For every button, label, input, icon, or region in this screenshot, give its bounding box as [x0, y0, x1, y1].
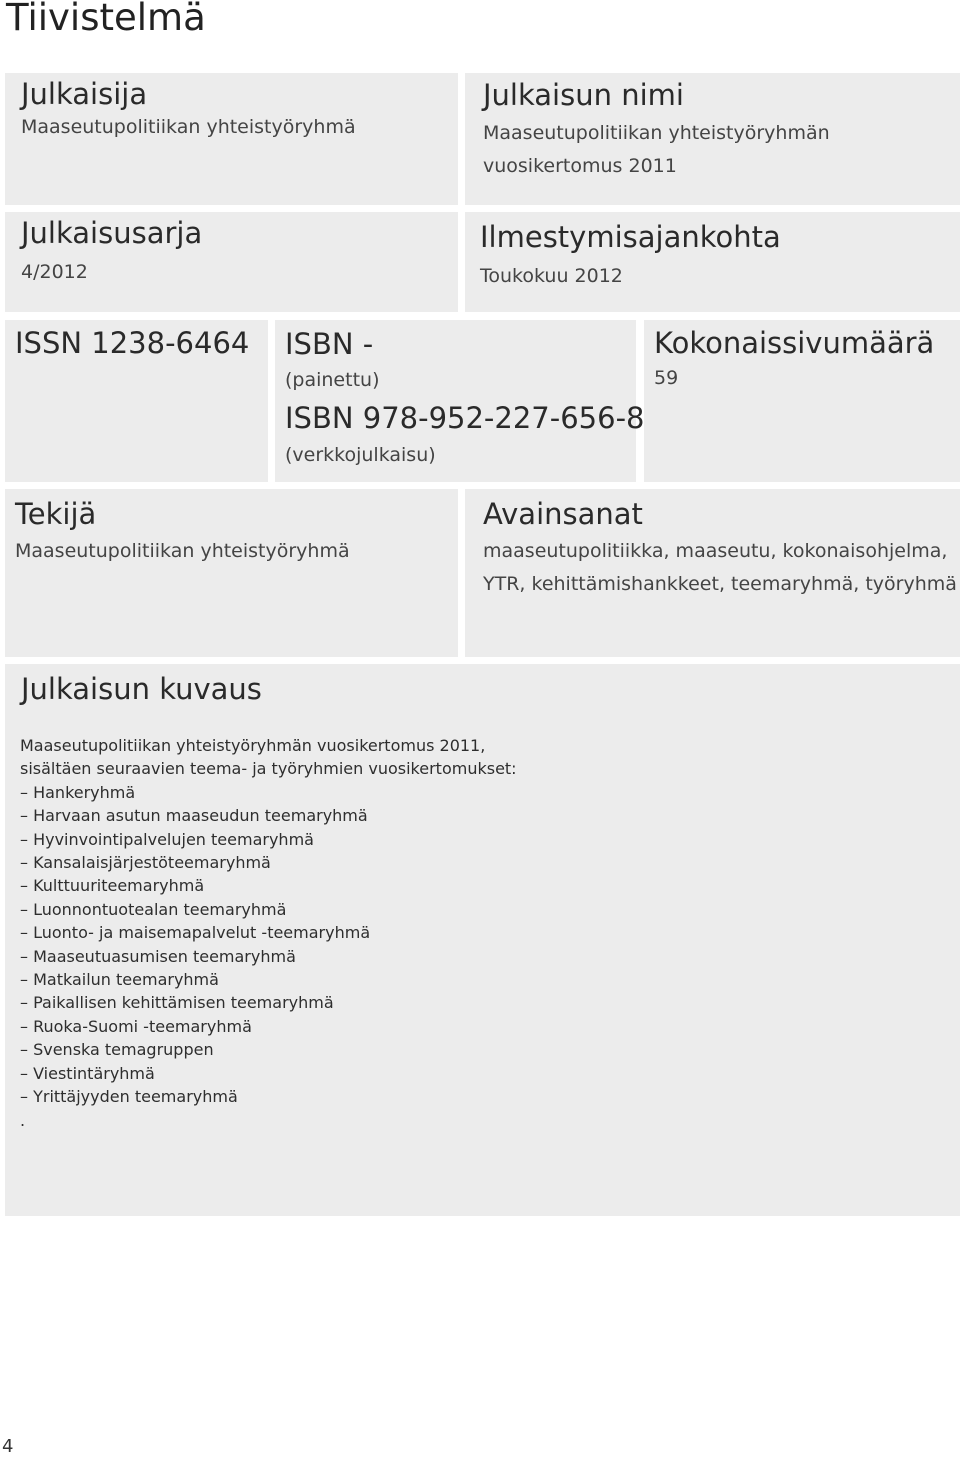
keywords-line-1: maaseutupolitiikka, maaseutu, kokonaisohjelma, [483, 540, 948, 562]
isbn-print-label: ISBN - [285, 327, 374, 361]
publication-name-box [465, 73, 960, 205]
series-label: Julkaisusarja [21, 216, 203, 250]
keywords-box [465, 489, 960, 657]
description-list-item: – Kulttuuriteemaryhmä [20, 876, 205, 896]
description-list-item: – Harvaan asutun maaseudun teemaryhmä [20, 806, 368, 826]
description-list-item: – Luonnontuotealan teemaryhmä [20, 899, 287, 919]
isbn-online-note: (verkkojulkaisu) [285, 444, 436, 466]
publisher-box [5, 73, 458, 205]
description-text [20, 734, 517, 1132]
publisher-label: Julkaisija [21, 77, 148, 111]
description-line: Maaseutupolitiikan yhteistyöryhmän vuosikertomus 2011, [20, 736, 486, 755]
description-list-item: – Hankeryhmä [20, 782, 136, 802]
author-box [5, 489, 458, 657]
description-list-item: – Maaseutuasumisen teemaryhmä [20, 946, 296, 966]
page-number: 4 [2, 1436, 14, 1457]
description-list-item: – Matkailun teemaryhmä [20, 970, 219, 990]
isbn-box [275, 320, 645, 482]
publication-name-line-2: vuosikertomus 2011 [483, 155, 677, 177]
release-date-label: Ilmestymisajankohta [480, 220, 781, 254]
description-line: sisältäen seuraavien teema- ja työryhmien vuosikertomukset: [20, 759, 517, 779]
description-list-item: – Kansalaisjärjestöteemaryhmä [20, 853, 271, 873]
keywords-line-2: YTR, kehittämishankkeet, teemaryhmä, työryhmä [483, 573, 957, 595]
series-box [5, 212, 458, 312]
description-list-item: – Luonto- ja maisemapalvelut -teemaryhmä [20, 923, 371, 943]
description-list-item: – Svenska temagruppen [20, 1040, 214, 1060]
release-date-box [465, 212, 960, 312]
description-list-item: – Yrittäjyyden teemaryhmä [20, 1087, 238, 1107]
description-label: Julkaisun kuvaus [21, 672, 262, 706]
total-pages-box [644, 320, 960, 482]
issn-label: ISSN 1238-6464 [15, 326, 250, 360]
author-value: Maaseutupolitiikan yhteistyöryhmä [15, 540, 350, 562]
keywords-label: Avainsanat [483, 497, 643, 531]
publisher-value: Maaseutupolitiikan yhteistyöryhmä [21, 116, 356, 138]
description-list-item: – Viestintäryhmä [20, 1063, 155, 1083]
description-list-item: – Hyvinvointipalvelujen teemaryhmä [20, 829, 314, 849]
series-value: 4/2012 [21, 261, 88, 283]
total-pages-value: 59 [654, 367, 679, 389]
issn-box [5, 320, 268, 482]
isbn-print-note: (painettu) [285, 369, 380, 391]
page-title: Tiivistelmä [6, 0, 206, 39]
release-date-value: Toukokuu 2012 [480, 265, 623, 287]
description-list-item: – Paikallisen kehittämisen teemaryhmä [20, 993, 334, 1013]
description-end-mark: . [20, 1110, 26, 1130]
total-pages-label: Kokonaissivumäärä [654, 326, 935, 360]
isbn-online-label: ISBN 978-952-227-656-8 [285, 401, 645, 435]
author-label: Tekijä [15, 497, 97, 531]
publication-name-line-1: Maaseutupolitiikan yhteistyöryhmän [483, 122, 830, 144]
publication-name-label: Julkaisun nimi [483, 78, 684, 112]
description-list-item: – Ruoka-Suomi -teemaryhmä [20, 1016, 252, 1036]
